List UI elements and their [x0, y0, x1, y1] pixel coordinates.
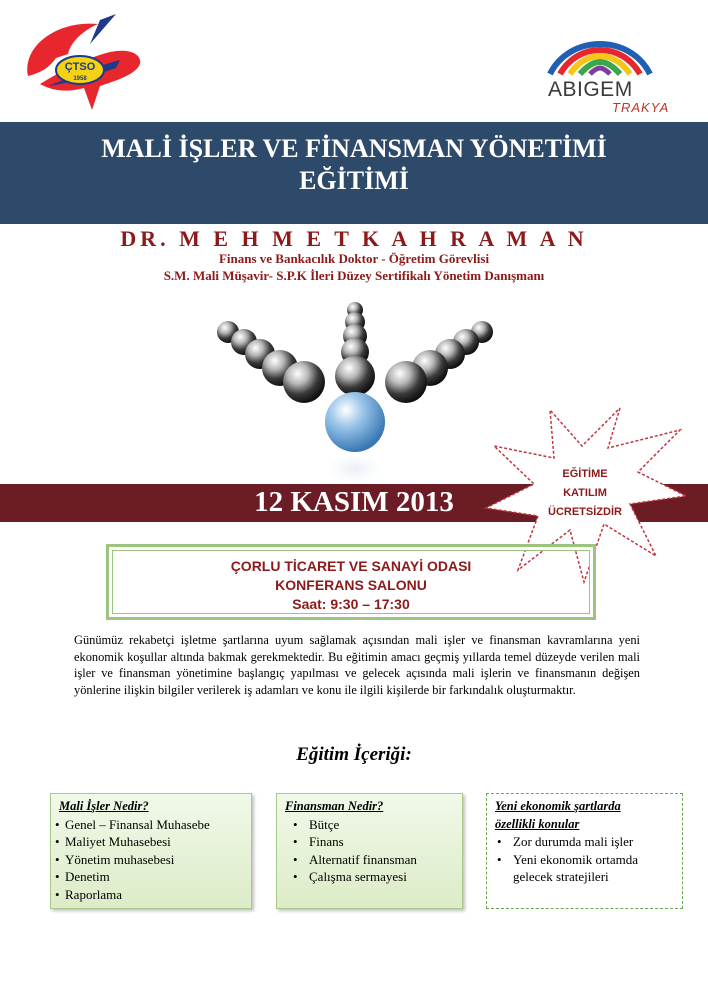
intro-paragraph: Günümüz rekabetçi işletme şartlarına uyum sağlamak açısından mali işler ve finansman kavramlarına yeni ekonomik koşullar altında bakmak gerekmektedir. Bu eğitimin amacı geçmiş yıllarda temel düzeyde verilen mali işler ve finansman yönetimine başlangıç yapılması ve gelecek açısında mali işlerin ve finansmanın değişen yönlerine ilişkin bilgiler verilerek iş adamları ve konu ile ilgili kişilerde bir farkındalık oluşturmaktır. [74, 633, 640, 697]
list-item: • Bütçe [285, 816, 454, 834]
topic-box-mali-isler [50, 793, 252, 909]
venue-name: ÇORLU TİCARET VE SANAYİ ODASI [230, 558, 472, 574]
list-item: • Zor durumda mali işler [489, 833, 674, 851]
list-item: • Maliyet Muhasebesi [53, 833, 243, 851]
list-item: • Genel – Finansal Muhasebe [53, 816, 243, 834]
content-heading: Eğitim İçeriği: [296, 744, 412, 765]
free-badge-line-2: KATILIM [563, 487, 607, 499]
abigem-logo-name: ABIGEM [548, 78, 633, 101]
list-item: • Raporlama [53, 886, 243, 904]
speaker-title-line-2: S.M. Mali Müşavir- S.P.K İleri Düzey Sertifikalı Yönetim Danışmanı [163, 268, 545, 283]
rainbow-arc-icon [540, 30, 690, 78]
list-item: • Alternatif finansman [285, 851, 454, 869]
abigem-logo [540, 30, 690, 115]
free-badge-text [510, 465, 660, 522]
title-line-2: EĞİTİMİ [299, 166, 409, 195]
venue-time: Saat: 9:30 – 17:30 [292, 596, 410, 612]
box-title-line-2: özellikli konular [495, 816, 580, 831]
topic-box-yeni-ekonomik [486, 793, 683, 909]
list-item: • Yönetim muhasebesi [53, 851, 243, 869]
box-title-line-1: Yeni ekonomik şartlarda [495, 799, 621, 813]
topic-box-finansman [276, 793, 463, 909]
page-title [0, 133, 708, 197]
box-title: Finansman Nedir? [285, 799, 384, 813]
abigem-logo-subtitle: TRAKYA [612, 100, 670, 115]
title-line-1: MALİ İŞLER VE FİNANSMAN YÖNETİMİ [101, 134, 607, 163]
spheres-illustration [200, 290, 510, 490]
box-title: Mali İşler Nedir? [59, 799, 149, 813]
ctso-logo [20, 14, 145, 114]
event-date: 12 KASIM 2013 [254, 486, 454, 518]
list-item: • Finans [285, 833, 454, 851]
speaker-title-line-1: Finans ve Bankacılık Doktor - Öğretim Görevlisi [218, 251, 490, 266]
speaker-name: DR. M E H M E T K A H R A M A N [120, 226, 588, 251]
list-item: • Denetim [53, 868, 243, 886]
venue-hall: KONFERANS SALONU [275, 577, 427, 593]
venue-box [106, 544, 596, 620]
free-badge-line-1: EĞİTİME [562, 468, 608, 480]
ctso-logo-year: 1958 [73, 76, 87, 82]
free-badge-line-3: ÜCRETSİZDİR [548, 506, 622, 518]
list-item: • Yeni ekonomik ortamda gelecek stratejileri [489, 851, 674, 886]
ctso-logo-text: ÇTSO [64, 61, 96, 73]
list-item: • Çalışma sermayesi [285, 868, 454, 886]
